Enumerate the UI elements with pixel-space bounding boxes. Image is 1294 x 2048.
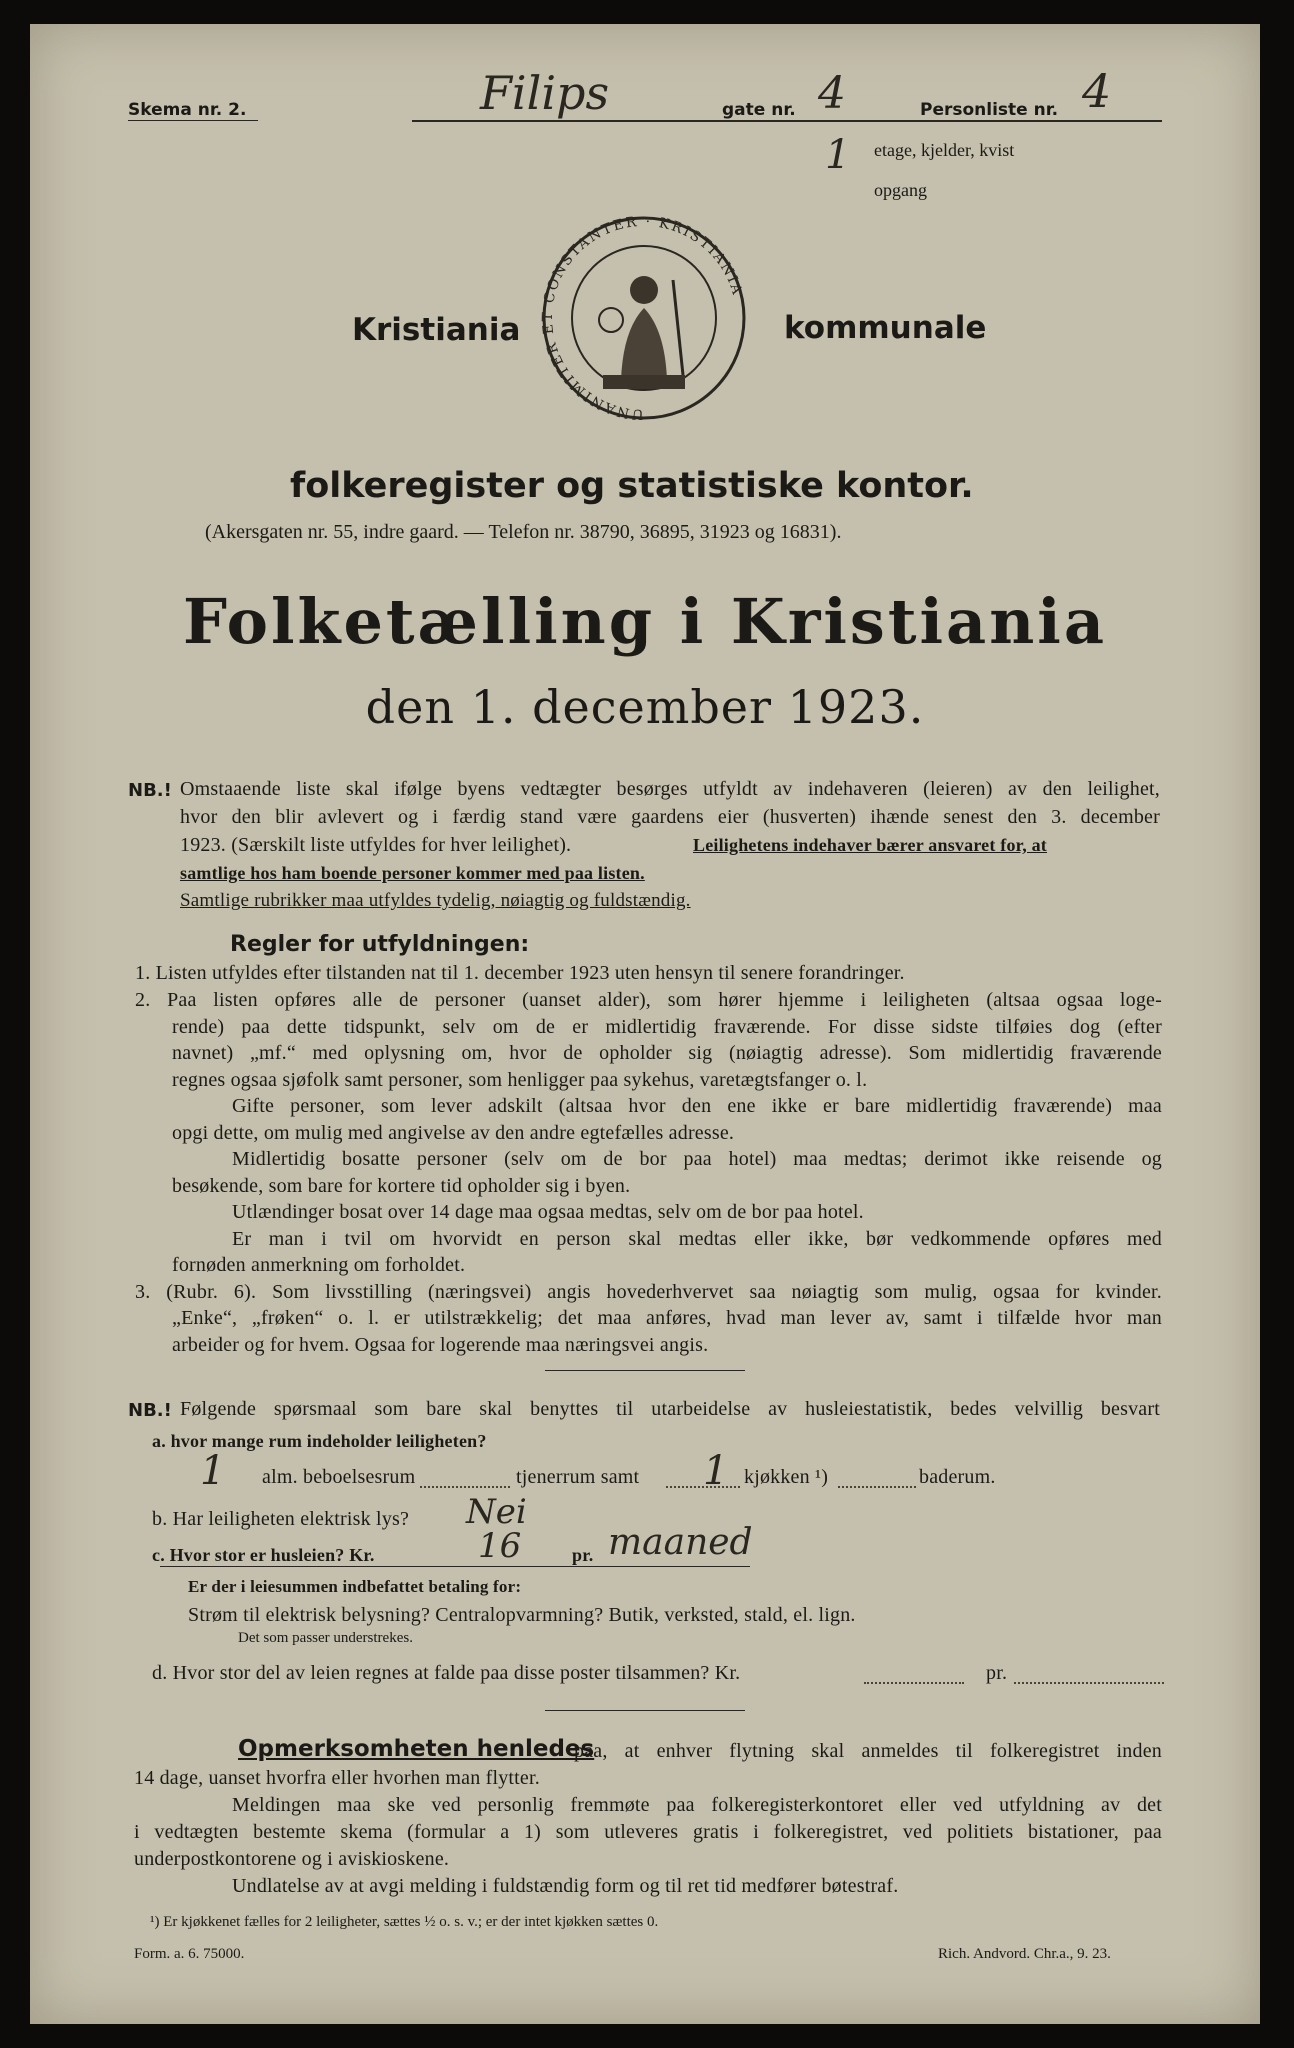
question-c: c. Hvor stor er husleien? Kr. — [152, 1545, 375, 1565]
rule-2-line-1: 2. Paa listen opføres alle de personer (uanset alder), som hører hjemme i leiligheten (altsaa ogsaa loge- — [135, 989, 1162, 1011]
gate-number-handwritten: 4 — [818, 68, 846, 119]
office-address: (Akersgaten nr. 55, indre gaard. — Telefon nr. 38790, 36895, 31923 og 16831). — [205, 521, 842, 543]
nb-line-3b: Leilighetens indehaver bærer ansvaret for, at — [693, 835, 1047, 855]
rule-2-line-10: Er man i tvil om hvorvidt en person skal medtas eller ikke, bør vedkommende opføres med — [232, 1228, 1162, 1250]
notice-line-3: Meldingen maa ske ved personlig fremmøte paa folkeregisterkontoret eller ved utfyldning av det — [232, 1794, 1162, 1816]
printer-credit: Rich. Andvord. Chr.a., 9. 23. — [938, 1946, 1111, 1962]
kitchen-count-handwritten: 1 — [703, 1448, 729, 1494]
rule-1: 1. Listen utfyldes efter tilstanden nat til 1. december 1923 uten hensyn til senere forandringer. — [135, 962, 905, 984]
nb2-intro: Følgende spørsmaal som bare skal benyttes til utarbeidelse av husleiestatistik, bedes velvillig besvart — [180, 1398, 1160, 1420]
skema-number: Skema nr. 2. — [128, 100, 247, 120]
question-d-per: pr. — [986, 1662, 1008, 1684]
footnote: ¹) Er kjøkkenet fælles for 2 leiligheter, sættes ½ o. s. v.; er der intet kjøkken sættes 0. — [150, 1914, 659, 1930]
rule-2-line-3: navnet) „mf.“ med oplysning om, hvor de opholder sig (nøiagtig adresse). Som midlertidig fraværende — [172, 1042, 1162, 1064]
street-name-handwritten: Filips — [480, 66, 610, 120]
etage-label: etage, kjelder, kvist — [874, 140, 1015, 160]
org-name-left: Kristiania — [352, 312, 521, 348]
org-name-right: kommunale — [784, 310, 987, 346]
rule-3-line-2: „Enke“, „frøken“ o. l. er utilstrækkelig; det maa anføres, hvad man lever av, samt i tilfælde hvor man — [172, 1307, 1162, 1329]
nb2-label: NB.! — [128, 1400, 172, 1421]
rule-3-line-3: arbeider og for hvem. Ogsaa for logerende maa næringsvei angis. — [172, 1334, 709, 1356]
rule-2-line-2: rende) paa dette tidspunkt, selv om de er midlertidig fraværende. For disse sidste tilføies dog (efter — [172, 1016, 1162, 1038]
question-a: a. hvor mange rum indeholder leiligheten? — [152, 1431, 487, 1451]
rules-heading: Regler for utfyldningen: — [230, 932, 530, 957]
notice-line-6: Undlatelse av at avgi melding i fuldstændig form og til ret tid medfører bøtestraf. — [232, 1875, 899, 1897]
rule-2-line-5: Gifte personer, som lever adskilt (altsaa hvor den ene ikke er bare midlertidig fraværende) maa — [232, 1095, 1162, 1117]
nb-line-3a: 1923. (Særskilt liste utfyldes for hver leilighet). — [180, 834, 572, 856]
notice-line-2: 14 dage, uanset hvorfra eller hvorhen man flytter. — [134, 1767, 540, 1789]
nb-line-5: Samtlige rubrikker maa utfyldes tydelig, nøiagtig og fuldstændig. — [180, 890, 691, 911]
included-note: Det som passer understrekes. — [238, 1630, 413, 1646]
notice-line-4: i vedtægten bestemte skema (formular a 1) som utleveres gratis i folkeregistret, ved politiets bistationer, paa — [134, 1821, 1162, 1843]
electric-light-answer-handwritten: Nei — [466, 1492, 527, 1532]
rent-amount-handwritten: 16 — [478, 1526, 522, 1566]
servant-rooms-label: tjenerrum samt — [516, 1466, 640, 1488]
personliste-label: Personliste nr. — [920, 100, 1059, 120]
question-d: d. Hvor stor del av leien regnes at falde paa disse poster tilsammen? Kr. — [152, 1662, 741, 1684]
included-heading: Er der i leiesummen indbefattet betaling for: — [188, 1577, 522, 1596]
rule-2-line-4: regnes ogsaa sjøfolk samt personer, som henligger paa sykehus, varetægtsfanger o. l. — [172, 1069, 868, 1091]
rent-per-label: pr. — [572, 1545, 594, 1565]
nb-line-1: Omstaaende liste skal ifølge byens vedtægter besørges utfyldt av indehaveren (leieren) av den leilighet, — [180, 778, 1160, 800]
nb-line-4: samtlige hos ham boende personer kommer med paa listen. — [180, 863, 645, 883]
question-b: b. Har leiligheten elektrisk lys? — [152, 1508, 410, 1530]
gate-label: gate nr. — [722, 100, 796, 120]
etage-handwritten: 1 — [825, 132, 851, 178]
nb-label: NB.! — [128, 780, 172, 801]
svg-text:UNANIMITER ET CONSTANTER · KRI: UNANIMITER ET CONSTANTER · KRISTIANIA — [539, 213, 746, 420]
rule-2-line-7: Midlertidig bosatte personer (selv om de bor paa hotel) maa medtas; derimot ikke reisende og — [232, 1148, 1162, 1170]
document-subtitle: den 1. december 1923. — [365, 680, 925, 734]
rent-period-handwritten: maaned — [608, 1522, 753, 1563]
rule-2-line-6: opgi dette, om mulig med angivelse av den andre egtefælles adresse. — [172, 1122, 735, 1144]
notice-line-5: underpostkontorene og i aviskioskene. — [134, 1848, 450, 1870]
rooms-label: alm. beboelsesrum — [262, 1466, 416, 1488]
personliste-number-handwritten: 4 — [1082, 64, 1112, 118]
bath-label: baderum. — [919, 1466, 996, 1488]
form-number: Form. a. 6. 75000. — [134, 1946, 245, 1962]
opgang-label: opgang — [874, 180, 927, 200]
kristiania-city-seal — [523, 210, 765, 420]
included-items: Strøm til elektrisk belysning? Centralopvarmning? Butik, verksted, stald, el. lign. — [188, 1604, 856, 1626]
rule-2-line-11: fornøden anmerkning om forholdet. — [172, 1254, 466, 1276]
rooms-count-handwritten: 1 — [200, 1448, 226, 1494]
notice-line-1: paa, at enhver flytning skal anmeldes til folkeregistret inden — [574, 1740, 1162, 1762]
nb-line-2: hvor den blir avlevert og i færdig stand være gaardens eier (husverten) ihænde senest den 3. december — [180, 806, 1160, 828]
rule-2-line-8: besøkende, som bare for kortere tid opholder sig i byen. — [172, 1175, 631, 1197]
rule-2-line-9: Utlændinger bosat over 14 dage maa ogsaa medtas, selv om de bor paa hotel. — [232, 1201, 864, 1223]
document-title: Folketælling i Kristiania — [182, 585, 1108, 658]
rule-3-line-1: 3. (Rubr. 6). Som livsstilling (næringsvei) angis hovederhvervet saa nøiagtig som mulig, ogsaa for kvinder. — [135, 1281, 1162, 1303]
office-name: folkeregister og statistiske kontor. — [290, 466, 974, 506]
kitchen-label: kjøkken ¹) — [744, 1466, 829, 1488]
notice-heading: Opmerksomheten henledes — [238, 1736, 595, 1762]
